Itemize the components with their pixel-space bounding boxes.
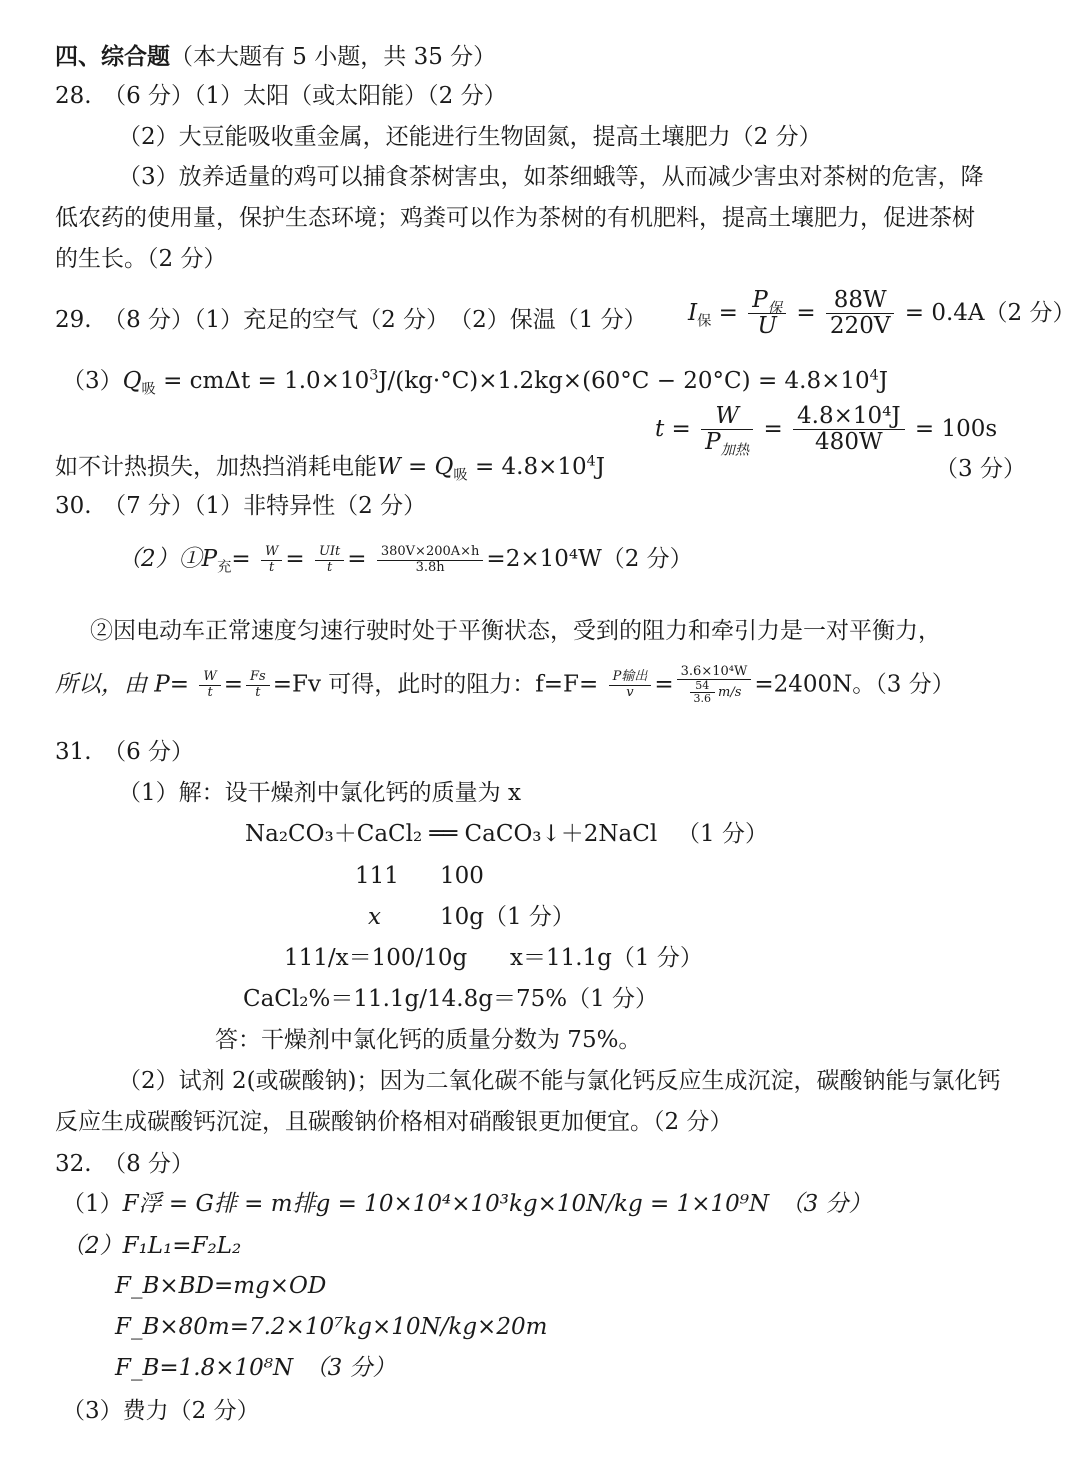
current-subscript: 保 bbox=[697, 313, 712, 330]
q29-time-formula: t = $\frac{W}{P_{加热}}$ = $\frac{\text{4.8×10⁴J}}{480W}$ = 100s bbox=[655, 403, 998, 459]
fraction-numerator: $P_保$ bbox=[748, 288, 786, 314]
q31-ratio: 111/x＝100/10g bbox=[284, 945, 468, 971]
q32-part2-step-b: F_B×BD=mg×OD bbox=[115, 1273, 327, 1299]
q31-answer: 答：干燥剂中氯化钙的质量分数为 75%。 bbox=[215, 1027, 642, 1053]
q29-score-3: （3 分） bbox=[935, 456, 1026, 482]
q31-equation-score: （1 分） bbox=[677, 821, 768, 847]
fraction-numerator: 88W bbox=[826, 288, 895, 314]
output-power-over-speed-fraction: $\frac{\text{P输出}}{v}$ bbox=[609, 670, 652, 700]
energy-over-power-fraction bbox=[701, 403, 753, 459]
current-symbol: I bbox=[688, 299, 698, 326]
q29-energy-line: 如不计热损失，加热挡消耗电能$W = Q_吸 = 4.8\times 10^4J$ bbox=[55, 453, 605, 484]
q30-resistance-formula: 所以，由 P= $\frac{W}{t}$ = $\frac{Fs}{t}$ =Fv 可得，此时的阻力：f=F= $\frac{\text{P输出}}{v}$ = 3.6×10⁴W $\frac{54}{3.6}$ m/s =2400N。（3 分） bbox=[55, 664, 955, 706]
q28-line-1: 28. （6 分）（1）太阳（或太阳能）（2 分） bbox=[55, 83, 507, 109]
fraction-numerator: 4.8×10⁴J bbox=[793, 404, 905, 430]
section-note: （本大题有 5 小题，共 35 分） bbox=[170, 44, 497, 70]
q29-heat-formula: $(3)Q_吸 = cm\Delta t = 1.0\times 10^3J/(kg\cdot^\circ C)\times 1.2kg\times(60^\circ C - 20^\circ C) = 4.8\times 10^4J$ bbox=[62, 367, 888, 398]
work-over-time-fraction: $\frac{W}{t}$ bbox=[261, 545, 282, 575]
fraction-denominator: 480W bbox=[815, 429, 883, 456]
q31-part2-line-1: （2）试剂 2(或碳酸钠)；因为二氧化碳不能与氯化钙反应生成沉淀，碳酸钠能与氯化钙 bbox=[118, 1068, 1001, 1094]
uit-over-time-fraction: $\frac{\text{UIt}}{t}$ bbox=[315, 545, 344, 575]
q32-part3: （3）费力（2 分） bbox=[62, 1398, 260, 1424]
q31-mass-111: 111 bbox=[355, 863, 399, 889]
q31-line-1: 31. （6 分） bbox=[55, 739, 195, 765]
q28-line-4: 低农药的使用量，保护生态环境；鸡粪可以作为茶树的有机肥料，提高土壤肥力，促进茶树 bbox=[55, 205, 975, 231]
q31-part2-line-2: 反应生成碳酸钙沉淀，且碳酸钠价格相对硝酸银更加便宜。（2 分） bbox=[55, 1109, 733, 1135]
value-fraction bbox=[826, 288, 895, 340]
q30-line-3: ②因电动车正常速度匀速行驶时处于平衡状态，受到的阻力和牵引力是一对平衡力， bbox=[90, 618, 941, 644]
q31-chemical-equation: Na₂CO₃＋CaCl₂ ══ CaCO₃↓＋2NaCl bbox=[245, 821, 658, 847]
section-heading bbox=[55, 42, 496, 73]
q30-power-formula: $(2)①P_充=$ $\frac{W}{t}$ = $\frac{\text{UIt}}{t}$ = $\frac{380V\times 200A\times h}{3.8h}$ =2×10⁴W（2 分） bbox=[118, 544, 693, 576]
power-over-voltage-fraction bbox=[748, 288, 786, 340]
q31-var-x: x bbox=[368, 904, 381, 930]
q32-part2-lever: （2）F₁L₁=F₂L₂ bbox=[62, 1233, 242, 1259]
q31-percent: CaCl₂%＝11.1g/14.8g＝75%（1 分） bbox=[243, 986, 659, 1012]
q29-line-1: 29. （8 分）（1）充足的空气（2 分） （2）保温（1 分） bbox=[55, 307, 647, 333]
time-value-fraction bbox=[793, 404, 905, 456]
q31-line-2: （1）解：设干燥剂中氯化钙的质量为 x bbox=[118, 780, 521, 806]
q32-part2-step-c: F_B×80m=7.2×10⁷kg×10N/kg×20m bbox=[115, 1314, 548, 1340]
q30-line-1: 30. （7 分）（1）非特异性（2 分） bbox=[55, 493, 427, 519]
current-result: = 0.4A（2 分） bbox=[904, 299, 1076, 326]
force-value-fraction: 3.6×10⁴W $\frac{54}{3.6}$ m/s bbox=[677, 665, 752, 705]
charging-value-fraction: $\frac{380V\times 200A\times h}{3.8h}$ bbox=[377, 545, 484, 575]
fraction-denominator: 220V bbox=[829, 313, 891, 340]
q31-var-value: 10g（1 分） bbox=[440, 904, 575, 930]
q29-current-formula bbox=[688, 288, 1075, 340]
q28-line-3: （3）放养适量的鸡可以捕食茶树害虫，如茶细蛾等，从而减少害虫对茶树的危害，降 bbox=[118, 164, 984, 190]
fraction-denominator: $P_{加热}$ bbox=[705, 429, 750, 459]
fraction-denominator: U bbox=[757, 313, 777, 340]
q31-solve: x＝11.1g（1 分） bbox=[510, 945, 703, 971]
equals-sign: = bbox=[796, 299, 816, 326]
fraction-numerator: W bbox=[701, 404, 753, 430]
q31-mass-100: 100 bbox=[440, 863, 484, 889]
q32-line-1: 32. （8 分） bbox=[55, 1151, 195, 1177]
q32-part2-step-d: F_B=1.8×10⁸N （3 分） bbox=[115, 1355, 396, 1381]
q28-line-5: 的生长。（2 分） bbox=[55, 246, 227, 272]
work-over-time-fraction: $\frac{W}{t}$ bbox=[199, 670, 220, 700]
equals-sign: = bbox=[718, 299, 738, 326]
fs-over-time-fraction: $\frac{Fs}{t}$ bbox=[246, 670, 270, 700]
q28-line-2: （2）大豆能吸收重金属，还能进行生物固氮，提高土壤肥力（2 分） bbox=[118, 124, 822, 150]
heat-symbol: Q bbox=[122, 368, 142, 394]
section-title: 四、综合题 bbox=[55, 43, 170, 70]
q32-part1: （1）F浮 = G排 = m排g = 10×10⁴×10³kg×10N/kg = 1×10⁹N （3 分） bbox=[62, 1191, 872, 1217]
